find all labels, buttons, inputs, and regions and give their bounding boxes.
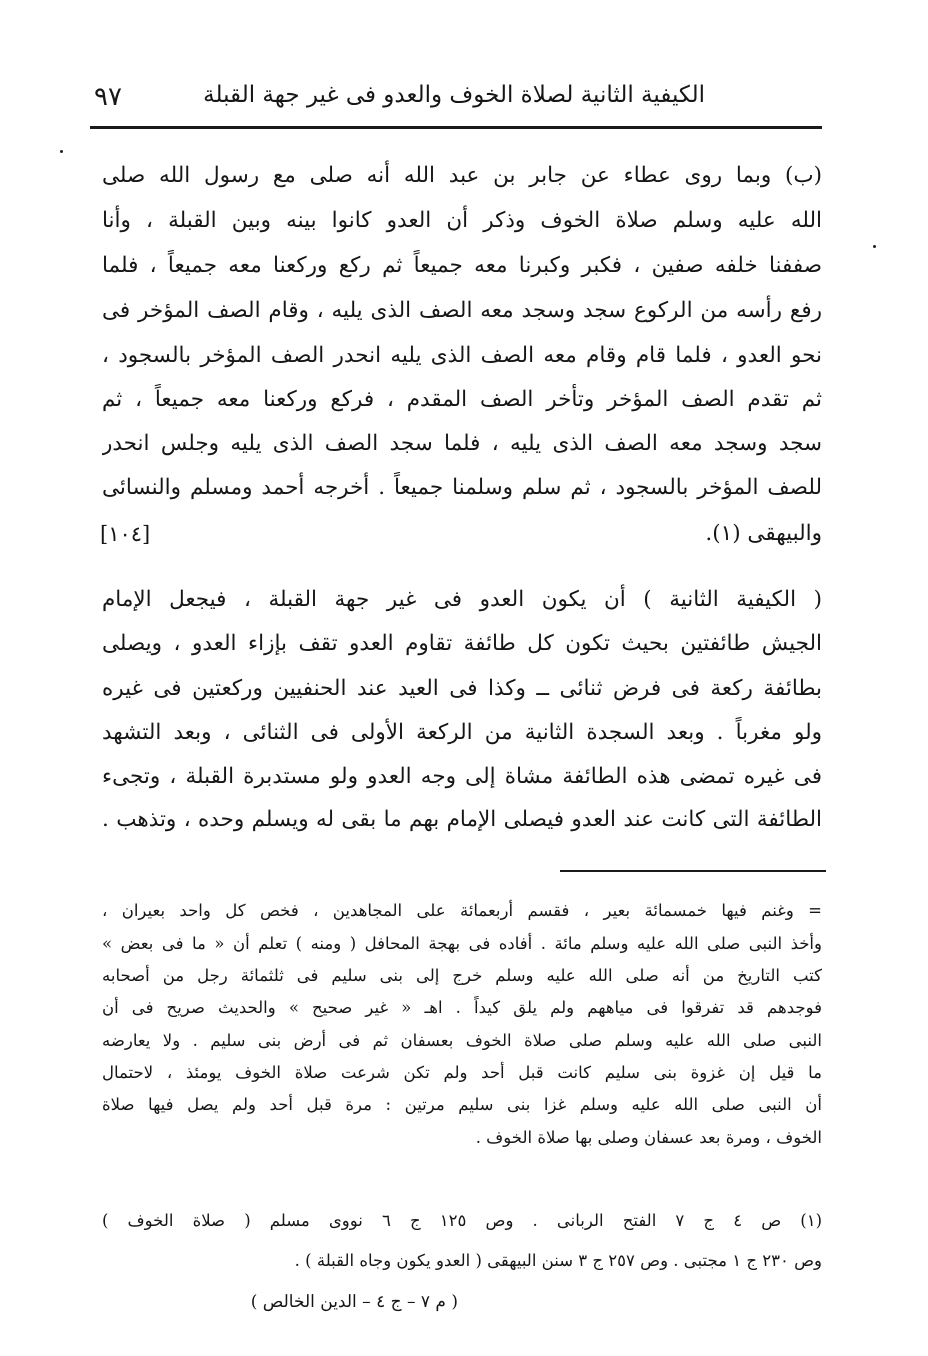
running-header bbox=[90, 78, 820, 122]
footnote-line: وص ٢٣٠ ج ١ مجتبى . وص ٢٥٧ ج ٣ سنن البيهقى ( العدو يكون وجاه القبلة ) . bbox=[294, 1251, 822, 1270]
paragraph-line: الجيش طائفتين بحيث تكون كل طائفة تقاوم العدو تقف بإزاء العدو ، ويصلى bbox=[102, 631, 822, 656]
scan-speck bbox=[873, 245, 876, 248]
paragraph-line: صففنا خلفه صفين ، فكبر وكبرنا معه جميعاً ثم ركع وركعنا معه جميعاً ، فلما bbox=[102, 253, 822, 278]
footnote-line: فوجدهم قد تفرقوا فى مياههم ولم يلق كيداً . اهـ « غير صحيح » والحديث صريح فى أن bbox=[102, 998, 822, 1017]
paragraph-line: ( الكيفية الثانية ) أن يكون العدو فى غير جهة القبلة ، فيجعل الإمام bbox=[102, 587, 822, 612]
paragraph-line: فى غيره تمضى هذه الطائفة مشاة إلى وجه العدو ولو مستدبرة القبلة ، وتجىء bbox=[102, 764, 822, 789]
header-rule bbox=[90, 126, 822, 129]
footnote-line: = وغنم فيها خمسمائة بعير ، فقسم أربعمائة على المجاهدين ، فخص كل واحد بعيران ، bbox=[102, 901, 822, 920]
paragraph-line: للصف المؤخر بالسجود ، ثم سلم وسلمنا جميعاً . أخرجه أحمد ومسلم والنسائى bbox=[102, 475, 822, 500]
paragraph-line: الطائفة التى كانت عند العدو فيصلى الإمام بهم ما بقى له ويسلم وحده ، وتذهب . bbox=[102, 807, 822, 832]
paragraph-line: سجد وسجد معه الصف الذى يليه ، فلما سجد الصف الذى يليه وجلس انحدر bbox=[102, 431, 822, 456]
paragraph-line: رفع رأسه من الركوع سجد وسجد معه الصف الذى يليه ، وقام الصف المؤخر فى bbox=[102, 298, 822, 323]
paragraph-line: والبيهقى (١). bbox=[705, 521, 822, 546]
footnote-line: كتب التاريخ من أنه صلى الله عليه وسلم خرج إلى بنى سليم فى ثلثمائة رجل من أصحابه bbox=[102, 966, 822, 985]
footnote-line: ما قيل إن غزوة بنى سليم كانت قبل أحد ولم تكن شرعت صلاة الخوف يومئذ ، لاحتمال bbox=[102, 1063, 822, 1082]
footnote-line: النبى صلى الله عليه وسلم صلى صلاة الخوف بعسفان ثم فى أرض بنى سليم . ولا يعارضه bbox=[102, 1031, 822, 1050]
footnote-line: (١) ص ٤ ج ٧ الفتح الربانى . وص ١٢٥ ج ٦ نووى مسلم ( صلاة الخوف ) bbox=[102, 1211, 822, 1230]
footnote-line: وأخذ النبى صلى الله عليه وسلم مائة . أفاده فى بهجة المحافل ( ومنه ) تعلم أن « ما فى بعض » bbox=[102, 934, 822, 953]
paragraph-line: ولو مغرباً . وبعد السجدة الثانية من الركعة الأولى فى الثنائى ، وبعد التشهد bbox=[102, 720, 822, 745]
page-number: ٩٧ bbox=[94, 82, 122, 112]
scan-speck bbox=[60, 150, 63, 153]
paragraph-line: الله عليه وسلم صلاة الخوف وذكر أن العدو كانوا بينه وبين القبلة ، وأنا bbox=[102, 208, 822, 233]
footnote-separator bbox=[560, 870, 826, 872]
hadith-reference-number: [١٠٤] bbox=[100, 522, 151, 546]
footnote-line: الخوف ، ومرة بعد عسفان وصلى بها صلاة الخوف . bbox=[475, 1128, 822, 1147]
footnote-line: أن النبى صلى الله عليه وسلم غزا بنى سليم مرتين : مرة قبل أحد ولم يصل فيها صلاة bbox=[102, 1095, 822, 1114]
header-title: الكيفية الثانية لصلاة الخوف والعدو فى غير جهة القبلة bbox=[203, 82, 705, 108]
paragraph-line: نحو العدو ، فلما قام وقام معه الصف الذى يليه انحدر الصف المؤخر بالسجود ، bbox=[102, 343, 822, 368]
paragraph-line: بطائفة ركعة فى فرض ثنائى ــ وكذا فى العيد عند الحنفيين وركعتين فى غيره bbox=[102, 676, 822, 701]
volume-signature: ( م ٧ – ج ٤ – الدين الخالص ) bbox=[250, 1292, 458, 1312]
paragraph-line: ثم تقدم الصف المؤخر وتأخر الصف المقدم ، فركع وركعنا معه جميعاً ، ثم bbox=[102, 387, 822, 412]
paragraph-line: (ب) وبما روى عطاء عن جابر بن عبد الله أنه صلى مع رسول الله صلى bbox=[102, 163, 822, 188]
